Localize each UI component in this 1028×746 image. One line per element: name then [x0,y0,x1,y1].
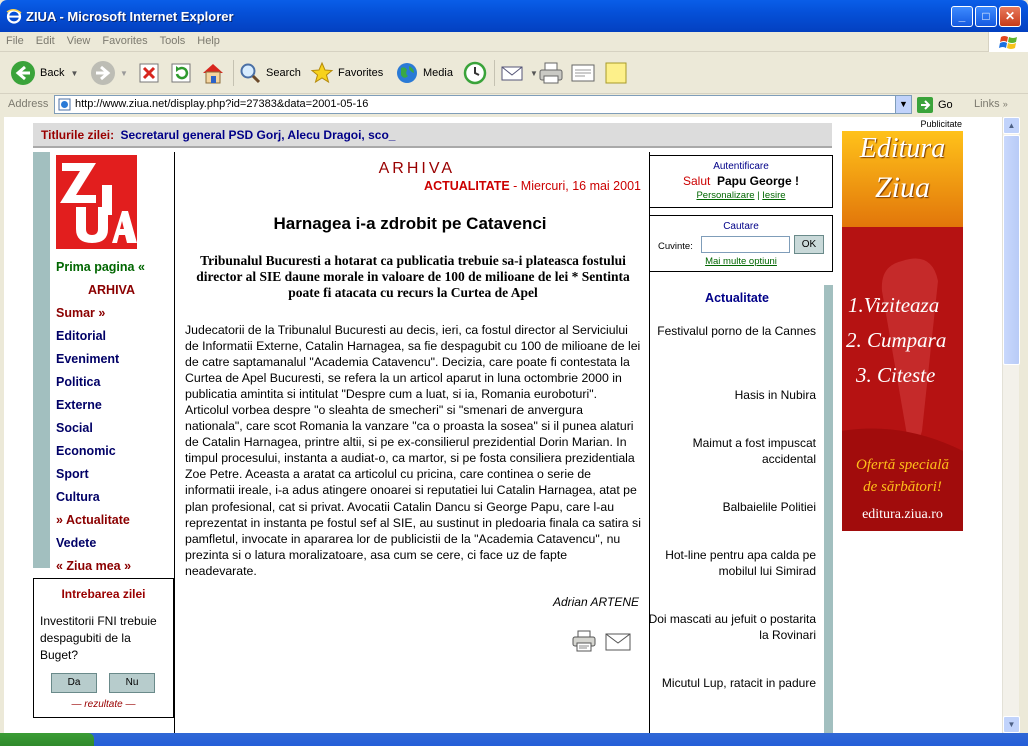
edit-button[interactable] [570,58,600,88]
ad-line-3: 3. Citeste [856,363,936,387]
article-body: Judecatorii de la Tribunalul Bucuresti au decis, ieri, ca fostul director al Serviciului de Informatii Externe, Catalin Harnagea, sa fie despagubit cu 100 de milioane de lei de catre saptamanalul "Academia Catavencu". Decizia, care poate fi contestata la Curtea de Apel Bucuresti, se refera la un articol aparut in luna octombrie 2000 in publicatia amintita si intitulat "Despre cum a luat, si ia, Romania euroboturi". Articolul vorbea despre "o sleahta de smecheri" si "smenari de anvergura nationala", care scot Romania la vanzare "ca o proasta la sosea" si il punea alaturi de Catalin Harnagea, printre altii, si pe ex-consilierul prezidential Dorin Marian. In timpul procesului, instanta a audiat-o, ca martor, si pe fosta consiliera prezidentiala Zoe Petre. Aceasta a aratat ca articolul cu pricina, care continea o serie de informatii ireale, i-a adus atingere onoarei si reputatiei lui Catalin Harnagea, atat pe plan profesional, cat si privat. Avocatii Catalin Dancu si George Papu, care l-au reprezentat in instanta pe fostul sef al SIE, au sustinut in pledoaria finala ca satira si pamfletul, invocate in apararea lor de publicistii de la "Academia Catavencu", nu prezinta si o latura moralizatoare, asa cum se cere, ci face uz de fapte neadevarate. [185,323,641,578]
search-box [649,215,833,272]
ad-offer-2: de sărbători! [863,479,942,495]
news-title: Actualitate [705,291,769,305]
go-label: Go [938,99,953,111]
forward-arrow-icon [90,60,116,86]
news-item[interactable]: Doi mascati au jefuit o postarita la Rovinari [648,612,816,642]
maximize-button[interactable]: □ [975,6,997,27]
toolbar-separator [233,60,234,86]
address-bar [0,94,1028,116]
back-arrow-icon [10,60,36,86]
links-label: Links [974,98,1000,110]
auth-greeting [650,174,832,188]
nav-ziua-mea[interactable]: « Ziua mea » [56,559,132,573]
search-button[interactable] [238,58,301,88]
go-button[interactable] [916,96,953,114]
stop-button[interactable] [138,58,164,88]
taskbar [0,733,1028,746]
mail-button[interactable]: ▼ [500,58,538,88]
auth-title: Autentificare [713,161,769,172]
nav-social[interactable]: Social [56,421,93,435]
nav-editorial[interactable]: Editorial [56,329,107,343]
back-button[interactable]: Back ▼ [10,58,78,88]
nav-externe[interactable]: Externe [56,398,102,412]
address-dropdown-button[interactable]: ▼ [895,96,911,113]
nav-actualitate[interactable]: » Actualitate [56,513,130,527]
ziua-logo[interactable] [56,155,137,249]
nav-economic[interactable]: Economic [56,444,116,458]
mail-icon [500,62,526,84]
section-date [424,179,641,193]
nav-politica[interactable]: Politica [56,375,101,389]
poll-no-button[interactable]: Nu [109,673,155,693]
nav-eveniment[interactable]: Eveniment [56,352,120,366]
close-button[interactable]: ✕ [999,6,1021,27]
advanced-search-link[interactable]: Mai multe optiuni [705,256,777,267]
greet-label: Salut [682,174,711,188]
article-title: Harnagea i-a zdrobit pe Catavenci [273,214,547,233]
links-button[interactable]: Links » [974,98,1008,110]
web-page [4,117,1002,733]
poll-results-link[interactable]: — rezultate — [71,699,136,710]
news-item[interactable]: Hot-line pentru apa calda pe mobilul lui Simirad [665,548,816,578]
favorites-label: Favorites [338,67,384,79]
section-name: ACTUALITATE [424,179,510,193]
title-bar [0,0,1028,32]
page-icon [58,98,71,111]
nav-vedete[interactable]: Vedete [56,536,97,550]
ad-brand-2: Ziua [874,171,931,204]
edit-page-icon [570,62,596,84]
window-title: ZIUA - Microsoft Internet Explorer [26,9,234,24]
menu-bar [0,32,1028,52]
login-box [649,155,833,208]
editura-ziua-ad[interactable] [842,131,963,531]
article-column [174,152,650,733]
ticker-label: Titlurile zilei: [41,128,115,142]
user-name: Papu George ! [717,174,800,188]
toolbar [0,52,1028,94]
stop-icon [138,62,160,84]
news-item[interactable]: Festivalul porno de la Cannes [657,324,816,338]
forward-button[interactable]: ▼ [90,58,128,88]
search-icon [238,61,262,85]
nav-cultura[interactable]: Cultura [56,490,100,504]
search-label: Search [266,67,301,79]
menu-view[interactable]: View [66,35,91,47]
menu-file[interactable]: File [6,35,24,47]
news-item[interactable]: Hasis in Nubira [734,388,816,402]
media-globe-icon [395,61,419,85]
menu-edit[interactable]: Edit [35,35,55,47]
media-button[interactable] [395,58,453,88]
menu-help[interactable]: Help [197,35,220,47]
search-ok-button[interactable]: OK [794,235,824,254]
note-icon [604,61,628,85]
ad-brand-1: Editura [859,133,946,164]
minimize-button[interactable]: _ [951,6,973,27]
email-article-icon[interactable] [605,633,631,651]
start-button[interactable] [0,733,94,746]
nav-arhiva[interactable]: ARHIVA [88,283,135,297]
windows-flag-icon [988,32,1028,52]
scroll-up-button[interactable]: ▲ [1003,117,1020,134]
print-button[interactable] [538,58,568,88]
nav-prima-pagina[interactable]: Prima pagina « [56,260,145,274]
poll-yes-button[interactable]: Da [51,673,97,693]
vertical-scrollbar[interactable] [1002,117,1019,733]
media-label: Media [423,67,453,79]
go-arrow-icon [916,96,934,114]
history-icon [462,60,488,86]
news-item[interactable]: Balbaielile Politiei [722,500,816,514]
nav-sumar[interactable]: Sumar » [56,306,106,320]
logout-link[interactable]: Iesire [762,190,786,201]
home-button[interactable] [200,58,230,88]
discuss-button[interactable] [604,58,632,88]
ziua-logo-icon [56,155,137,249]
ad-label: Publicitate [920,119,962,129]
home-icon [200,61,226,85]
search-input[interactable] [701,236,790,253]
poll-box [33,578,174,718]
news-sidebar [649,285,833,733]
poll-question: Investitorii FNI trebuie despagubiti de la Buget? [40,614,157,662]
back-label: Back [40,67,65,79]
article-lead: Tribunalul Bucuresti a hotarat ca publicatia trebuie sa-i plateasca fostului director al SIE daune morale in valoare de 100 de milioane de lei * Sentinta poate fi atacata cu recurs la Curtea de Apel [196,253,630,300]
article-date: - Miercuri, 16 mai 2001 [509,179,641,193]
personalize-link[interactable]: Personalizare [696,190,755,201]
headline-ticker [33,122,832,148]
scroll-thumb[interactable] [1003,135,1020,365]
auth-links: Personalizare | Iesire [696,190,786,201]
ie-logo-icon [6,8,22,24]
news-item[interactable]: Micutul Lup, ratacit in padure [661,676,816,690]
favorites-button[interactable] [310,58,383,88]
poll-title: Intrebarea zilei [61,587,146,601]
print-article-icon[interactable] [571,630,597,652]
search-label: Cuvinte: [658,241,693,252]
menu-tools[interactable]: Tools [159,35,186,47]
address-input[interactable] [54,95,912,114]
ad-offer-1: Ofertă specială [856,457,949,473]
nav-sport[interactable]: Sport [56,467,89,481]
scroll-down-button[interactable]: ▼ [1003,716,1020,733]
toolbar-separator [494,60,495,86]
left-navigation [33,152,174,573]
address-label: Address [8,98,49,110]
favorites-star-icon [310,61,334,85]
refresh-button[interactable] [170,58,196,88]
printer-icon [538,61,564,85]
ticker-text[interactable]: Secretarul general PSD Gorj, Alecu Dragoi, sco_ [120,128,396,142]
menu-favorites[interactable]: Favorites [102,35,148,47]
search-title: Cautare [723,221,759,232]
news-item[interactable]: Maimut a fost impuscat accidental [692,436,816,466]
ad-line-1: 1.Viziteaza [848,293,940,317]
archive-heading: ARHIVA [378,160,455,177]
ad-url: editura.ziua.ro [862,507,943,522]
refresh-icon [170,62,192,84]
history-button[interactable] [462,58,492,88]
article-author: Adrian ARTENE [552,595,639,609]
address-url: http://www.ziua.net/display.php?id=27383&data=2001-05-16 [75,98,369,110]
ad-line-2: 2. Cumpara [846,328,947,352]
